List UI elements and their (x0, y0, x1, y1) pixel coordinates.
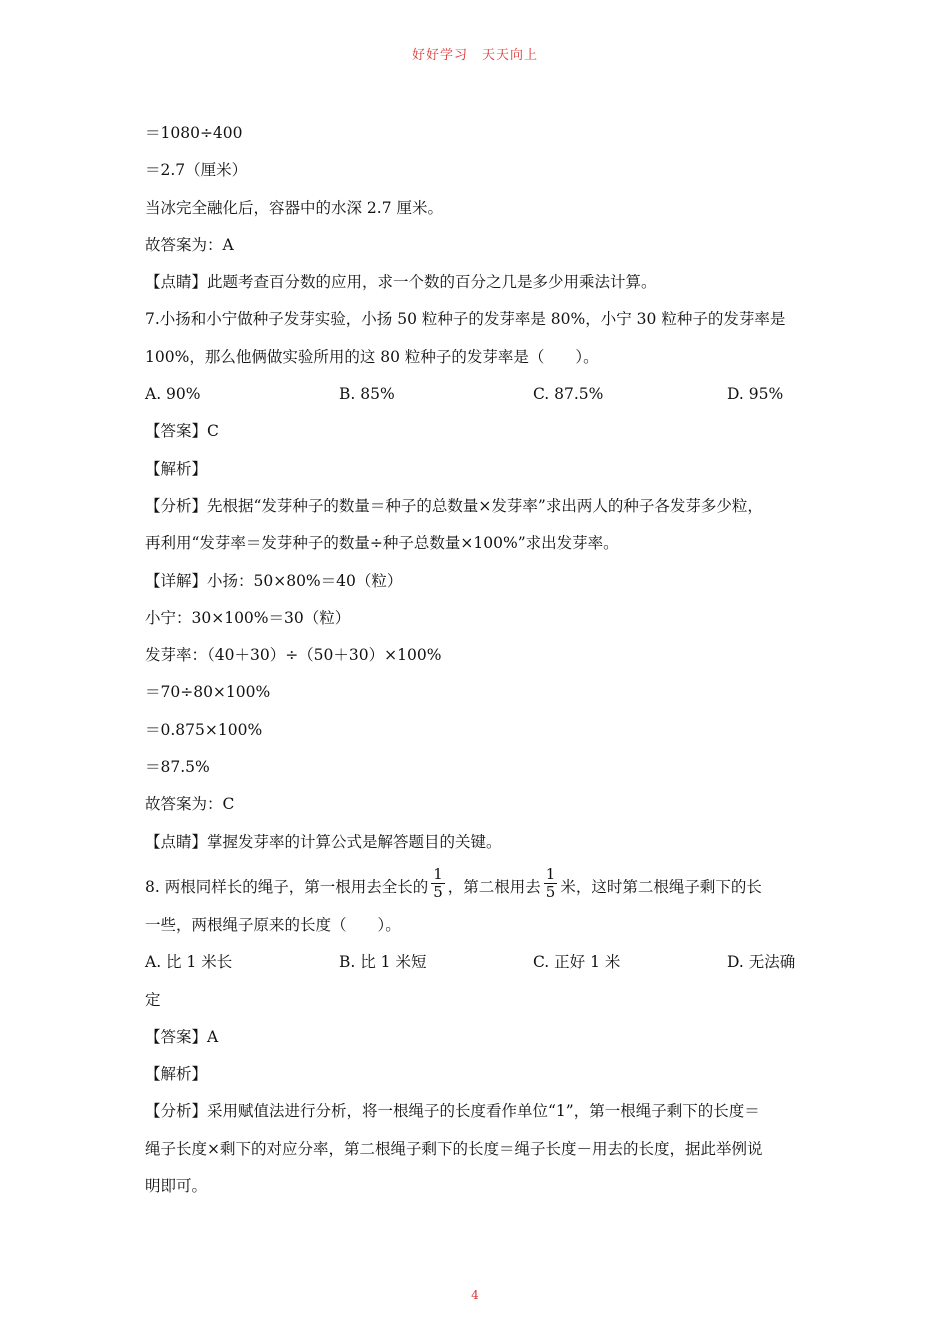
question-8-line-1 (145, 864, 810, 910)
q8-text-part2: ，第二根用去 (447, 877, 541, 896)
option-b: B. 85% (339, 385, 395, 404)
text-line: 【详解】小扬：50×80%＝40（粒） (145, 571, 403, 590)
fraction (431, 866, 445, 901)
question-7-line-1: 7.小扬和小宁做种子发芽实验，小扬 50 粒种子的发芽率是 80%，小宁 30 粒种子的发芽率是 (145, 310, 786, 329)
text-line: 绳子长度×剩下的对应分率，第二根绳子剩下的长度＝绳子长度－用去的长度，据此举例说 (145, 1139, 763, 1158)
text-line: 故答案为：A (145, 235, 234, 254)
text-line: 当冰完全融化后，容器中的水深 2.7 厘米。 (145, 198, 444, 217)
fraction-denominator: 5 (545, 883, 556, 902)
text-line: 明即可。 (145, 1177, 208, 1196)
option-a: A. 90% (145, 385, 201, 404)
text-line: ＝1080÷400 (145, 124, 243, 142)
option-c: C. 87.5% (533, 385, 604, 404)
text-line: 【分析】先根据“发芽种子的数量＝种子的总数量×发芽率”求出两人的种子各发芽多少粒， (145, 496, 763, 515)
fraction-numerator: 1 (433, 865, 443, 884)
q8-text-part1: 8. 两根同样长的绳子，第一根用去全长的 (145, 877, 429, 896)
option-c: C. 正好 1 米 (533, 953, 621, 972)
question-7-line-2: 100%，那么他俩做实验所用的这 80 粒种子的发芽率是（ ）。 (145, 347, 599, 366)
page-header: 好好学习 天天向上 (411, 48, 538, 63)
document-body (145, 118, 810, 1208)
answer-label: 【答案】A (145, 1027, 219, 1046)
text-line: 【分析】采用赋值法进行分析，将一根绳子的长度看作单位“1”，第一根绳子剩下的长度＝ (145, 1102, 760, 1121)
text-line: ＝87.5% (145, 758, 210, 777)
question-7-options (145, 379, 810, 416)
question-8-line-2: 一些，两根绳子原来的长度（ ）。 (145, 915, 401, 934)
fraction-numerator: 1 (545, 865, 556, 884)
text-line: ＝2.7（厘米） (145, 161, 248, 180)
analysis-label: 【解析】 (145, 1065, 208, 1084)
option-d: D. 95% (727, 385, 784, 404)
answer-label: 【答案】C (145, 422, 219, 441)
fraction (544, 866, 558, 901)
text-line: 再利用“发芽率＝发芽种子的数量÷种子总数量×100%”求出发芽率。 (145, 534, 619, 553)
option-d: D. 无法确 (727, 953, 796, 972)
question-8-options (145, 947, 810, 984)
page-number: 4 (471, 1288, 479, 1302)
text-line: 【点睛】此题考查百分数的应用，求一个数的百分之几是多少用乘法计算。 (145, 273, 657, 292)
option-a: A. 比 1 米长 (145, 953, 233, 972)
text-line: 小宁：30×100%＝30（粒） (145, 608, 351, 627)
text-line: ＝0.875×100% (145, 720, 263, 739)
option-d-continuation: 定 (145, 990, 161, 1009)
option-b: B. 比 1 米短 (339, 953, 427, 972)
text-line: 发芽率：（40＋30）÷（50＋30）×100% (145, 646, 442, 665)
q8-text-part3: 米，这时第二根绳子剩下的长 (560, 877, 762, 896)
fraction-denominator: 5 (433, 883, 443, 902)
text-line: ＝70÷80×100% (145, 683, 271, 702)
analysis-label: 【解析】 (145, 459, 208, 478)
text-line: 【点睛】掌握发芽率的计算公式是解答题目的关键。 (145, 832, 502, 851)
text-line: 故答案为：C (145, 795, 235, 814)
